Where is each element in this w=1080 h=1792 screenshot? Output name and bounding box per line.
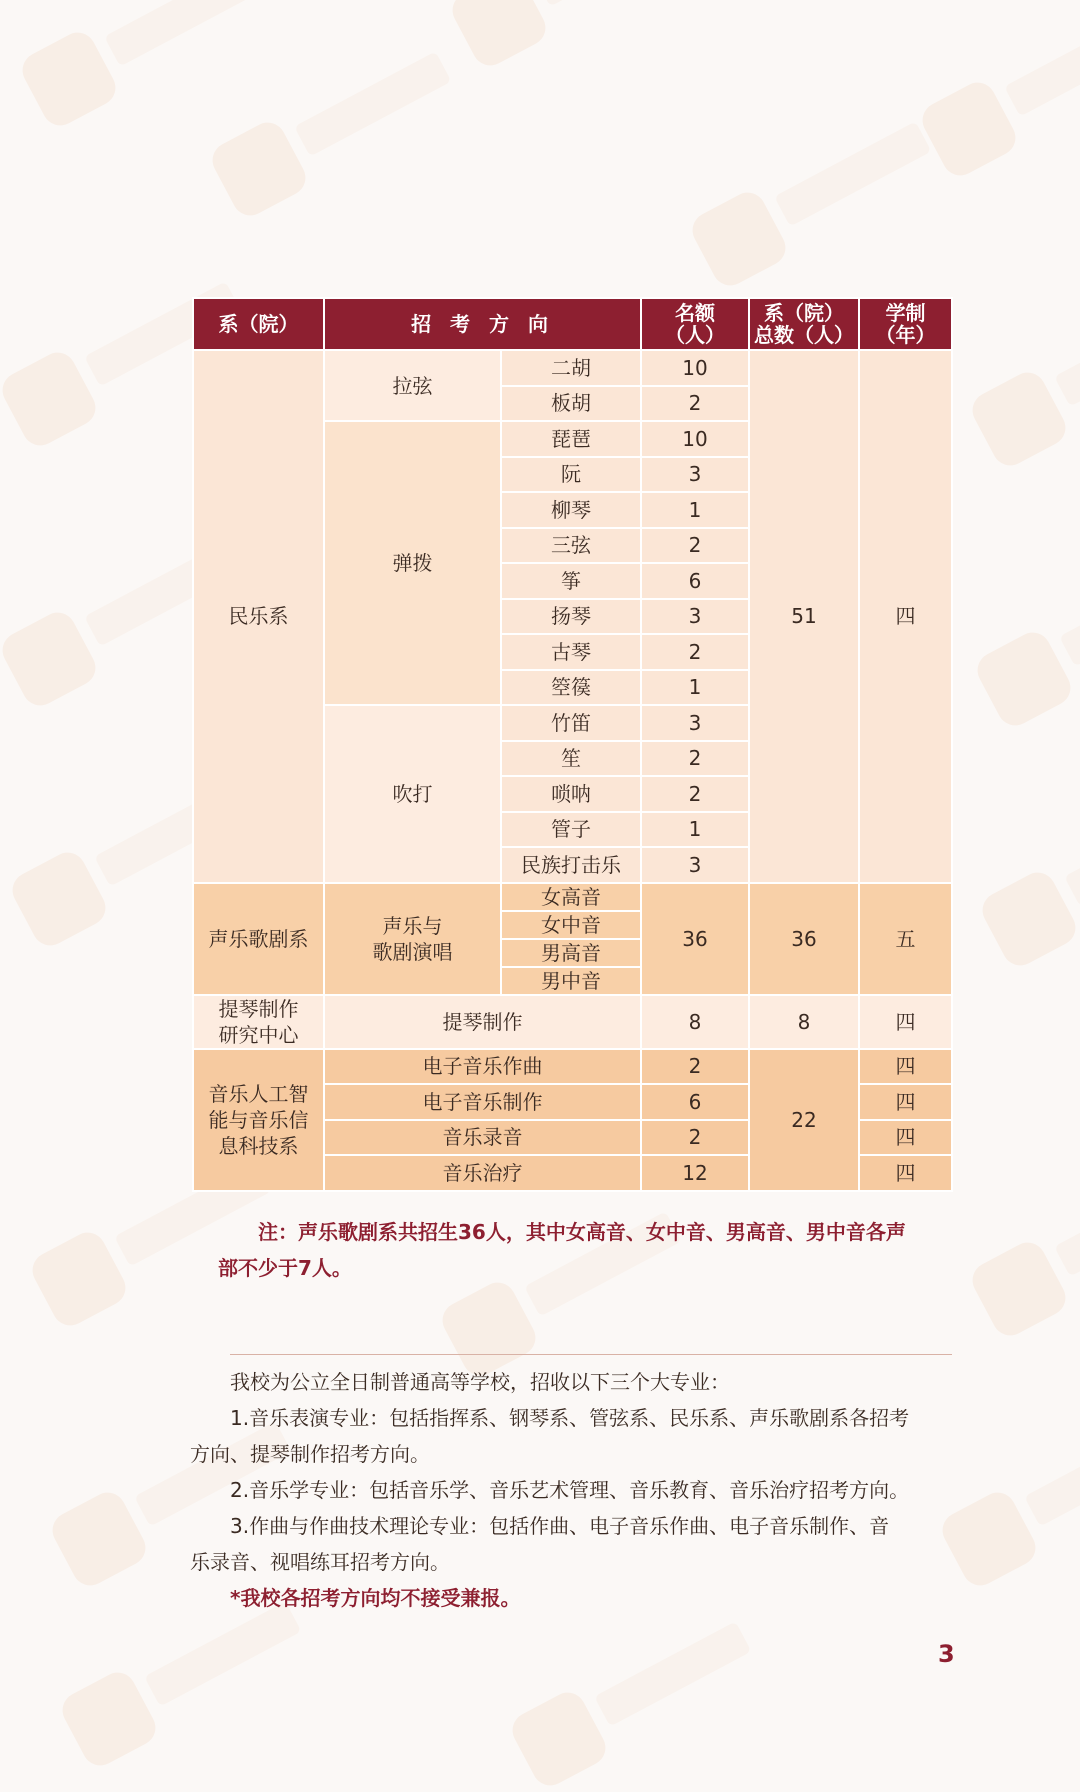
dept-cell-tiqin: 提琴制作 研究中心	[193, 995, 324, 1049]
quota-cell: 6	[641, 563, 749, 599]
years-cell: 四	[859, 1049, 952, 1085]
quota-cell: 1	[641, 812, 749, 848]
body-paragraph-intro: 我校为公立全日制普通高等学校，招收以下三个大专业：	[230, 1370, 730, 1394]
body-warning: *我校各招考方向均不接受兼报。	[230, 1586, 521, 1610]
body-item-3-cont: 乐录音、视唱练耳招考方向。	[190, 1550, 450, 1574]
direction-cell: 电子音乐制作	[324, 1084, 641, 1120]
dept-cell-minyue: 民乐系	[193, 350, 324, 883]
instrument-cell: 箜篌	[501, 670, 641, 706]
quota-cell: 8	[641, 995, 749, 1049]
quota-cell: 10	[641, 350, 749, 386]
quota-cell: 12	[641, 1155, 749, 1191]
table-row	[193, 883, 952, 911]
direction-cell: 音乐治疗	[324, 1155, 641, 1191]
instrument-cell: 扬琴	[501, 599, 641, 635]
table-row	[193, 1049, 952, 1085]
group-cell: 吹打	[324, 705, 501, 883]
years-cell-minyue: 四	[859, 350, 952, 883]
instrument-cell: 筝	[501, 563, 641, 599]
voice-cell: 女高音	[501, 883, 641, 911]
divider	[230, 1354, 952, 1355]
instrument-cell: 柳琴	[501, 492, 641, 528]
total-cell: 8	[749, 995, 859, 1049]
quota-cell: 6	[641, 1084, 749, 1120]
quota-cell: 3	[641, 847, 749, 883]
voice-cell: 男高音	[501, 939, 641, 967]
group-cell: 拉弦	[324, 350, 501, 421]
quota-cell: 2	[641, 1120, 749, 1156]
voice-cell: 男中音	[501, 967, 641, 995]
years-cell: 五	[859, 883, 952, 995]
quota-cell: 2	[641, 741, 749, 777]
note-line-1: 注：声乐歌剧系共招生36人，其中女高音、女中音、男高音、男中音各声	[258, 1220, 906, 1244]
header-total: 系（院） 总数（人）	[749, 298, 859, 350]
quota-cell: 2	[641, 1049, 749, 1085]
table-header-row	[193, 298, 952, 350]
group-cell: 声乐与 歌剧演唱	[324, 883, 501, 995]
instrument-cell: 古琴	[501, 634, 641, 670]
years-cell: 四	[859, 1084, 952, 1120]
quota-cell: 1	[641, 670, 749, 706]
quota-cell: 10	[641, 421, 749, 457]
total-cell: 36	[749, 883, 859, 995]
instrument-cell: 阮	[501, 457, 641, 493]
total-cell-minyue: 51	[749, 350, 859, 883]
instrument-cell: 管子	[501, 812, 641, 848]
years-cell: 四	[859, 995, 952, 1049]
page-number: 3	[938, 1640, 955, 1668]
quota-cell: 2	[641, 386, 749, 422]
voice-cell: 女中音	[501, 911, 641, 939]
table-row	[193, 350, 952, 386]
quota-cell: 36	[641, 883, 749, 995]
quota-cell: 3	[641, 599, 749, 635]
instrument-cell: 板胡	[501, 386, 641, 422]
note-line-2: 部不少于7人。	[218, 1256, 352, 1280]
header-quota: 名额 （人）	[641, 298, 749, 350]
group-cell: 弹拨	[324, 421, 501, 705]
instrument-cell: 三弦	[501, 528, 641, 564]
years-cell: 四	[859, 1155, 952, 1191]
instrument-cell: 笙	[501, 741, 641, 777]
direction-cell: 电子音乐作曲	[324, 1049, 641, 1085]
quota-cell: 1	[641, 492, 749, 528]
quota-cell: 2	[641, 776, 749, 812]
quota-cell: 2	[641, 634, 749, 670]
instrument-cell: 唢呐	[501, 776, 641, 812]
header-dept: 系（院）	[193, 298, 324, 350]
quota-cell: 3	[641, 457, 749, 493]
table-row	[193, 995, 952, 1049]
instrument-cell: 竹笛	[501, 705, 641, 741]
body-item-1: 1.音乐表演专业：包括指挥系、钢琴系、管弦系、民乐系、声乐歌剧系各招考	[230, 1406, 910, 1430]
body-item-2: 2.音乐学专业：包括音乐学、音乐艺术管理、音乐教育、音乐治疗招考方向。	[230, 1478, 910, 1502]
years-cell: 四	[859, 1120, 952, 1156]
instrument-cell: 二胡	[501, 350, 641, 386]
body-item-1-cont: 方向、提琴制作招考方向。	[190, 1442, 430, 1466]
enrollment-table	[192, 297, 953, 1192]
quota-cell: 2	[641, 528, 749, 564]
direction-cell: 提琴制作	[324, 995, 641, 1049]
body-item-3: 3.作曲与作曲技术理论专业：包括作曲、电子音乐作曲、电子音乐制作、音	[230, 1514, 890, 1538]
instrument-cell: 民族打击乐	[501, 847, 641, 883]
dept-cell-ai: 音乐人工智 能与音乐信 息科技系	[193, 1049, 324, 1191]
direction-cell: 音乐录音	[324, 1120, 641, 1156]
total-cell-ai: 22	[749, 1049, 859, 1191]
quota-cell: 3	[641, 705, 749, 741]
dept-cell-shengyue: 声乐歌剧系	[193, 883, 324, 995]
header-years: 学制 （年）	[859, 298, 952, 350]
instrument-cell: 琵琶	[501, 421, 641, 457]
header-direction: 招 考 方 向	[324, 298, 641, 350]
